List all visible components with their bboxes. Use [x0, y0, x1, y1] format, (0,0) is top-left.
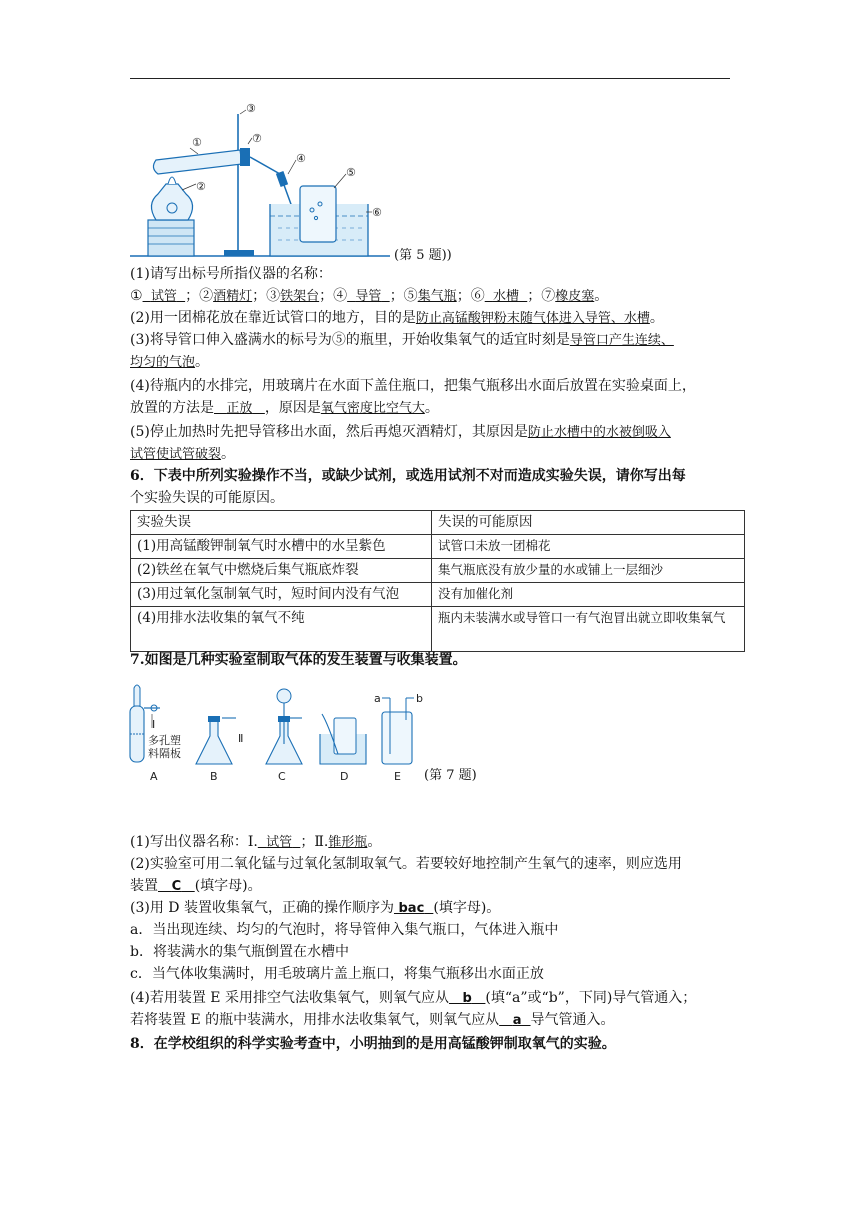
table-cell: 集气瓶底没有放少量的水或铺上一层细沙: [432, 559, 745, 583]
q7-option-c: c．当气体收集满时，用毛玻璃片盖上瓶口，将集气瓶移出水面正放: [130, 966, 544, 982]
table-header-cell: 实验失误: [131, 511, 432, 535]
header-rule: [130, 78, 730, 79]
q7-intro: 7.如图是几种实验室制取气体的发生装置与收集装置。: [130, 652, 467, 668]
q6-table: [130, 510, 745, 652]
label-plate-line2: 料隔板: [148, 747, 181, 760]
q5-part3-line1: (3)将导管口伸入盛满水的标号为⑤的瓶里，开始收集氧气的适宜时刻是导管口产生连续、: [130, 332, 674, 348]
letter-b: B: [210, 770, 218, 783]
table-row: [131, 607, 745, 652]
q5-part2: (2)用一团棉花放在靠近试管口的地方，目的是防止高锰酸钾粉末随气体进入导管、水槽。: [130, 310, 664, 326]
letter-d: D: [340, 770, 349, 783]
port-b: b: [416, 692, 423, 705]
marker-7: ⑦: [252, 132, 262, 145]
q6-intro-line2: 个实验失误的可能原因。: [130, 490, 284, 506]
table-cell: (4)用排水法收集的氧气不纯: [131, 607, 432, 652]
table-cell: 没有加催化剂: [432, 583, 745, 607]
port-a: a: [374, 692, 381, 705]
table-header-cell: 失误的可能原因: [432, 511, 745, 535]
q7-option-b: b．将装满水的集气瓶倒置在水槽中: [130, 944, 349, 960]
q7-part2-line2: 装置 C (填字母)。: [130, 878, 262, 894]
figure-5-caption: (第 5 题)): [394, 248, 452, 263]
q5-part1-intro: (1)请写出标号所指仪器的名称：: [130, 266, 332, 282]
q5-part4-line2: 放置的方法是 正放 ，原因是氧气密度比空气大。: [130, 400, 439, 416]
q6-intro-line1: 6．下表中所列实验操作不当，或缺少试剂，或选用试剂不对而造成实验失误，请你写出每: [130, 468, 686, 484]
q7-part4-line1: (4)若用装置 E 采用排空气法收集氧气，则氧气应从 b (填“a”或“b”，下同)导气管通入；: [130, 990, 697, 1006]
marker-1: ①: [192, 136, 202, 149]
marker-5: ⑤: [346, 166, 356, 179]
letter-c: C: [278, 770, 286, 783]
q7-part4-line2: 若将装置 E 的瓶中装满水，用排水法收集氧气，则氧气应从 a 导气管通入。: [130, 1012, 615, 1028]
q5-part5-line1: (5)停止加热时先把导管移出水面，然后再熄灭酒精灯，其原因是防止水槽中的水被倒吸入: [130, 424, 671, 440]
q5-part5-line2: 试管使试管破裂。: [130, 446, 236, 462]
q7-part2-line1: (2)实验室可用二氧化锰与过氧化氢制取氧气。若要较好地控制产生氧气的速率，则应选用: [130, 856, 682, 872]
q5-part3-line2: 均匀的气泡。: [130, 354, 210, 370]
label-roman-2: Ⅱ: [238, 732, 244, 745]
figure-7-apparatus: [124, 684, 444, 784]
marker-6: ⑥: [372, 206, 382, 219]
q7-part3: (3)用 D 装置收集氧气，正确的操作顺序为 bac (填字母)。: [130, 900, 501, 916]
q5-part4-line1: (4)待瓶内的水排完，用玻璃片在水面下盖住瓶口，把集气瓶移出水面后放置在实验桌面上，: [130, 378, 696, 394]
figure-5-apparatus: [128, 100, 398, 262]
label-plate-line1: 多孔塑: [148, 734, 181, 747]
q8-text: 8．在学校组织的科学实验考查中，小明抽到的是用高锰酸钾制取氧气的实验。: [130, 1036, 616, 1052]
table-cell: 试管口未放一团棉花: [432, 535, 745, 559]
table-row: [131, 559, 745, 583]
q7-part1: (1)写出仪器名称：Ⅰ. 试管 ；Ⅱ.锥形瓶。: [130, 834, 382, 850]
table-row: [131, 535, 745, 559]
label-roman-1: Ⅰ: [152, 718, 156, 731]
table-header-row: [131, 511, 745, 535]
table-cell: (3)用过氧化氢制氧气时，短时间内没有气泡: [131, 583, 432, 607]
table-cell: 瓶内未装满水或导管口一有气泡冒出就立即收集氧气: [432, 607, 745, 652]
marker-4: ④: [296, 152, 306, 165]
table-cell: (1)用高锰酸钾制氧气时水槽中的水呈紫色: [131, 535, 432, 559]
figure-7-caption: (第 7 题): [424, 768, 477, 783]
q7-option-a: a．当出现连续、均匀的气泡时，将导管伸入集气瓶口，气体进入瓶中: [130, 922, 559, 938]
letter-e: E: [394, 770, 401, 783]
letter-a: A: [150, 770, 158, 783]
marker-3: ③: [246, 102, 256, 115]
q5-part1-answers: ① 试管 ；②酒精灯；③铁架台；④ 导管 ；⑤集气瓶；⑥ 水槽 ；⑦橡皮塞。: [130, 288, 609, 304]
table-row: [131, 583, 745, 607]
marker-2: ②: [196, 180, 206, 193]
table-cell: (2)铁丝在氧气中燃烧后集气瓶底炸裂: [131, 559, 432, 583]
